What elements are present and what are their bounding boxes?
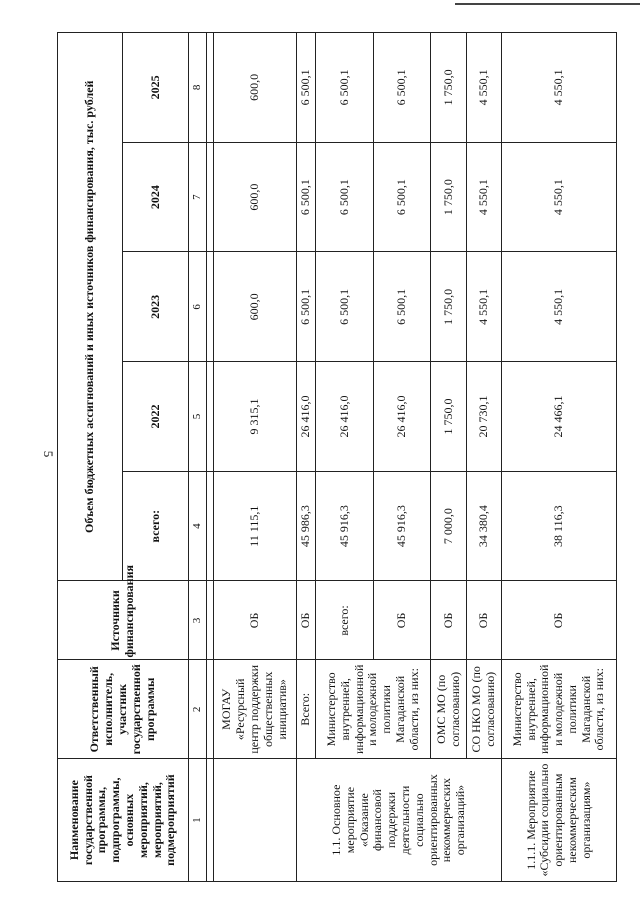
- row-executor: МОГАУ «Ресурсный центр поддержки общественных инициатив»: [213, 660, 296, 759]
- header-total: всего:: [123, 471, 188, 581]
- row-source: ОБ: [297, 581, 316, 660]
- value-total: 34 380,4: [466, 471, 501, 581]
- value-2024: 600,0: [213, 142, 296, 252]
- value-2022: 24 466,1: [501, 362, 616, 472]
- value-2022: 26 416,0: [373, 362, 430, 472]
- spacer-row: [206, 33, 213, 882]
- col-number: 6: [188, 252, 206, 362]
- value-2022: 1 750,0: [431, 362, 466, 472]
- value-2024: 6 500,1: [297, 142, 316, 252]
- row-source: ОБ: [373, 581, 430, 660]
- header-2022: 2022: [123, 362, 188, 472]
- col-number: 2: [188, 660, 206, 759]
- value-2023: 4 550,1: [466, 252, 501, 362]
- row-name: [213, 759, 296, 882]
- page-number: 5: [41, 450, 56, 458]
- table-row: [431, 33, 466, 882]
- value-2022: 20 730,1: [466, 362, 501, 472]
- value-2025: 6 500,1: [373, 33, 430, 143]
- value-2025: 6 500,1: [297, 33, 316, 143]
- value-2022: 9 315,1: [213, 362, 296, 472]
- col-number: 3: [188, 581, 206, 660]
- table-row: [501, 33, 616, 882]
- table-row: [213, 33, 296, 882]
- value-2025: 4 550,1: [466, 33, 501, 143]
- row-name: 1.1. Основное мероприятие «Оказание финансовой поддержки деятельности социально ориентированных некоммерческих организаций»: [297, 759, 502, 882]
- value-2023: 6 500,1: [373, 252, 430, 362]
- table-row: [297, 33, 316, 882]
- row-source: ОБ: [431, 581, 466, 660]
- row-executor: Министерство внутренней, информационной и молодежной политики Магаданской области, из них:: [316, 660, 431, 759]
- header-funding-group: Объем бюджетных ассигнований и иных источников финансирования, тыс. рублей: [58, 33, 123, 581]
- row-source: ОБ: [466, 581, 501, 660]
- row-source: всего:: [316, 581, 373, 660]
- row-source: ОБ: [213, 581, 296, 660]
- table-row: [316, 33, 373, 882]
- col-number: 1: [188, 759, 206, 882]
- value-2024: 4 550,1: [501, 142, 616, 252]
- funding-table: [57, 32, 617, 882]
- header-executor: Ответственный исполнитель, участник государственной программы: [58, 660, 189, 759]
- value-2025: 6 500,1: [316, 33, 373, 143]
- row-executor: Министерство внутренней, информационной и молодежной политики Магаданской области, из них:: [501, 660, 616, 759]
- header-2024: 2024: [123, 142, 188, 252]
- value-2025: 600,0: [213, 33, 296, 143]
- header-2025: 2025: [123, 33, 188, 143]
- table-row: [466, 33, 501, 882]
- rotated-table-container: [57, 32, 617, 882]
- header-name: Наименование государственной программы, подпрограммы, основных мероприятий, мероприятий, подмероприятий: [58, 759, 189, 882]
- value-2025: 1 750,0: [431, 33, 466, 143]
- value-2023: 1 750,0: [431, 252, 466, 362]
- row-source: ОБ: [501, 581, 616, 660]
- col-number: 5: [188, 362, 206, 472]
- value-2024: 6 500,1: [316, 142, 373, 252]
- value-total: 45 916,3: [316, 471, 373, 581]
- value-2024: 1 750,0: [431, 142, 466, 252]
- value-2023: 4 550,1: [501, 252, 616, 362]
- value-total: 45 916,3: [373, 471, 430, 581]
- row-executor: Всего:: [297, 660, 316, 759]
- col-number: 4: [188, 471, 206, 581]
- header-row-1: [58, 33, 123, 882]
- header-2023: 2023: [123, 252, 188, 362]
- value-total: 11 115,1: [213, 471, 296, 581]
- value-total: 45 986,3: [297, 471, 316, 581]
- value-2023: 6 500,1: [316, 252, 373, 362]
- col-number: 8: [188, 33, 206, 143]
- row-executor: СО НКО МО (по согласованию): [466, 660, 501, 759]
- row-executor: ОМС МО (по согласованию): [431, 660, 466, 759]
- value-2023: 600,0: [213, 252, 296, 362]
- header-source: Источники финансирования: [58, 581, 189, 660]
- value-2025: 4 550,1: [501, 33, 616, 143]
- value-total: 7 000,0: [431, 471, 466, 581]
- value-2023: 6 500,1: [297, 252, 316, 362]
- col-number: 7: [188, 142, 206, 252]
- row-name: 1.1.1. Мероприятие «Субсидии социально ориентированным некоммерческим организациям»: [501, 759, 616, 882]
- value-total: 38 116,3: [501, 471, 616, 581]
- value-2024: 4 550,1: [466, 142, 501, 252]
- column-numbers-row: [188, 33, 206, 882]
- value-2022: 26 416,0: [316, 362, 373, 472]
- value-2022: 26 416,0: [297, 362, 316, 472]
- value-2024: 6 500,1: [373, 142, 430, 252]
- top-border-line: [455, 3, 640, 5]
